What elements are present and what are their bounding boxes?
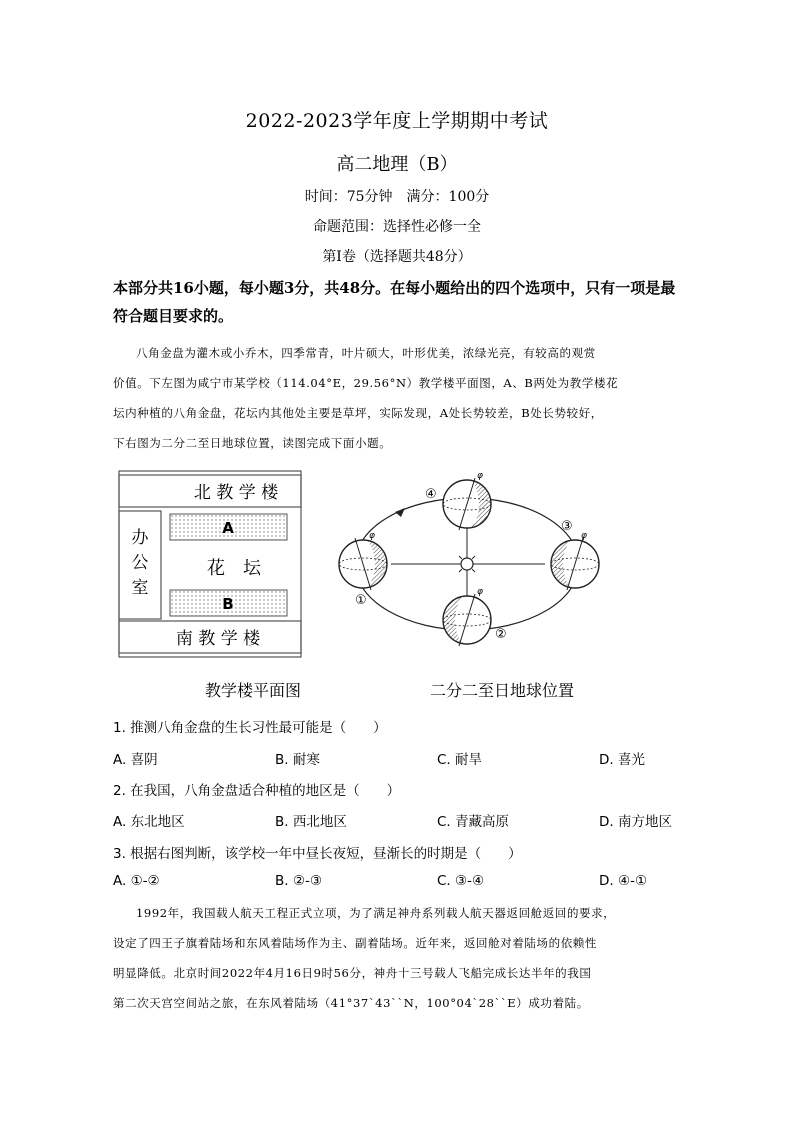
passage-line: 价值。下左图为咸宁市某学校（114.04°E，29.56°N）教学楼平面图，A、B两处为教学楼花 (113, 376, 619, 390)
passage-line: 明显降低。北京时间2022年4月16日9时56分，神舟十三号载人飞船完成长达半年的我国 (113, 966, 592, 980)
north-building-label: 北 教 学 楼 (193, 483, 279, 503)
q2-option-b[interactable]: B. 西北地区 (275, 814, 347, 830)
earth-position-1 (339, 538, 387, 590)
question-3-stem: 3. 根据右图判断，该学校一年中昼长夜短，昼渐长的时期是（ ） (113, 846, 522, 862)
building-plan-figure (118, 470, 302, 660)
q2-option-c[interactable]: C. 青藏高原 (437, 814, 510, 830)
section-title: 第Ⅰ卷（选择题共48分） (322, 249, 472, 265)
time-score: 时间：75分钟 满分：100分 (304, 189, 490, 205)
passage-line: 坛内种植的八角金盘，花坛内其他处主要是草坪，实际发现，A处长势较差，B处长势较好， (113, 406, 603, 420)
q1-option-d[interactable]: D. 喜光 (599, 752, 645, 768)
passage-line: 1992年，我国载人航天工程正式立项，为了满足神舟系列载人航天器返回舱返回的要求， (136, 906, 616, 920)
q3-option-c[interactable]: C. ③-④ (437, 873, 485, 889)
passage-line: 下右图为二分二至日地球位置，读图完成下面小题。 (113, 436, 392, 450)
question-1-stem: 1. 推测八角金盘的生长习性最可能是（ ） (113, 720, 387, 736)
passage-line: 第二次天宫空间站之旅，在东风着陆场（41°37`43``N，100°04`28``E）成功着陆。 (113, 996, 589, 1010)
garden-label: 花 坛 (207, 558, 261, 579)
q3-option-d[interactable]: D. ④-① (599, 873, 648, 889)
scope: 命题范围：选择性必修一全 (313, 219, 481, 235)
q3-option-a[interactable]: A. ①-② (113, 873, 160, 889)
q3-option-b[interactable]: B. ②-③ (275, 873, 322, 889)
right-figure-caption: 二分二至日地球位置 (430, 681, 575, 700)
orbit-arrow (395, 508, 405, 517)
q2-option-d[interactable]: D. 南方地区 (599, 814, 672, 830)
position-label-1: ① (355, 593, 367, 608)
exam-title: 2022-2023学年度上学期期中考试 (245, 110, 549, 132)
earth-position-3 (551, 538, 599, 590)
office-char: 办 (131, 528, 149, 548)
instructions: 本部分共16小题，每小题3分，共48分。在每小题给出的四个选项中，只有一项是最符合题目要求的。 (113, 279, 676, 325)
q2-option-a[interactable]: A. 东北地区 (113, 814, 185, 830)
earth-position-4 (443, 478, 491, 530)
passage-2 (113, 898, 685, 1018)
axis-symbol: φ (581, 531, 587, 541)
axis-symbol: φ (477, 587, 483, 597)
passage-line: 设定了四王子旗着陆场和东风着陆场作为主、副着陆场。近年来，返回舱对着陆场的依赖性 (113, 936, 597, 950)
earth-position-2 (443, 594, 491, 646)
position-label-3: ③ (561, 519, 573, 534)
position-label-4: ④ (425, 487, 437, 502)
office-char: 室 (131, 578, 149, 598)
passage-line: 八角金盘为灌木或小乔木，四季常青，叶片硕大，叶形优美，浓绿光亮，有较高的观赏 (136, 346, 596, 360)
question-2-stem: 2. 在我国，八角金盘适合种植的地区是（ ） (113, 783, 401, 799)
axis-symbol: φ (477, 471, 483, 481)
label-a: A (222, 519, 234, 537)
q1-option-c[interactable]: C. 耐旱 (437, 752, 483, 768)
passage-1 (113, 338, 685, 458)
label-b: B (222, 595, 234, 613)
exam-subtitle: 高二地理（B） (336, 154, 458, 175)
sun-icon (455, 552, 479, 576)
earth-orbit-figure (325, 470, 615, 650)
q1-option-a[interactable]: A. 喜阴 (113, 752, 158, 768)
south-building-label: 南 教 学 楼 (175, 629, 261, 649)
q1-option-b[interactable]: B. 耐寒 (275, 752, 320, 768)
position-label-2: ② (495, 627, 507, 642)
axis-symbol: φ (369, 531, 375, 541)
office-char: 公 (131, 553, 149, 573)
left-figure-caption: 教学楼平面图 (205, 681, 302, 700)
